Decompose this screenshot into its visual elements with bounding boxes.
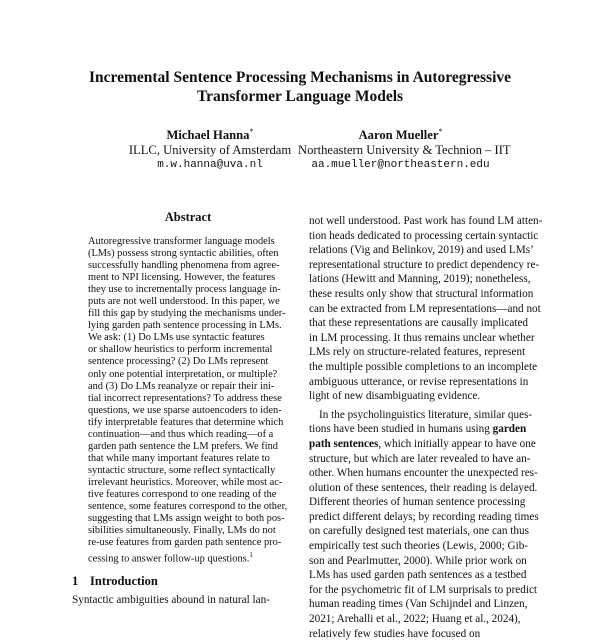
- footnote-mark: 1: [249, 551, 253, 560]
- abstract-line: syntactic structure, some reflect syntactically: [88, 464, 276, 476]
- body-line: structure, but which are later revealed to have an-: [309, 452, 531, 465]
- body-text: tions have been studied in humans using: [309, 423, 493, 436]
- abstract-line: only one potential interpretation, or multiple?: [88, 368, 278, 380]
- abstract-line: sentence, some features correspond to the other,: [88, 501, 288, 513]
- body-line: olution of these sentences, their reading is delayed.: [309, 481, 538, 494]
- body-line: 2021; Arehalli et al., 2022; Huang et al., 2024),: [309, 613, 521, 626]
- author-email[interactable]: m.w.hanna@uva.nl: [157, 159, 263, 172]
- abstract-line: ment to NPI licensing. However, the features: [88, 272, 276, 284]
- abstract-line: questions, we use sparse autoencoders to iden-: [88, 404, 282, 416]
- body-line: relations (Vig and Belinkov, 2019) and used LMs’: [309, 244, 534, 257]
- title-line-2: Transformer Language Models: [196, 88, 404, 105]
- body-line: empirically test such theories (Lewis, 2000; Gib-: [309, 540, 529, 553]
- abstract-line: Autoregressive transformer language models: [88, 236, 275, 247]
- title-line-1: Incremental Sentence Processing Mechanisms in Autoregressive: [88, 69, 512, 86]
- author-affiliation: ILLC, University of Amsterdam: [128, 143, 292, 158]
- body-text: , which initially appear to have one: [378, 437, 536, 450]
- body-line: in LM processing. It thus remains unclear whether: [309, 331, 535, 344]
- body-line: for the psychometric fit of LM surprisals to predict: [309, 583, 538, 596]
- abstract-line: re-use features from garden path sentence pro-: [88, 537, 282, 549]
- body-line: can be extracted from LM representations—and not: [309, 302, 541, 315]
- body-line: predict different delays; by recording reading times: [309, 510, 539, 523]
- abstract-line: successfully handling phenomena from agree-: [88, 260, 280, 272]
- author-email[interactable]: aa.mueller@northeastern.edu: [311, 159, 490, 172]
- body-line: these results only show that structural information: [309, 287, 534, 300]
- abstract-line: they use to incrementally process language in-: [88, 284, 281, 296]
- right-column-text: [309, 214, 543, 640]
- abstract-line: or shallow heuristics to perform incremental: [88, 344, 273, 356]
- author-block-2: [298, 124, 511, 173]
- abstract-line: lying garden path sentence processing in LMs.: [88, 320, 282, 332]
- abstract-heading: Abstract: [164, 210, 212, 224]
- body-line: [309, 422, 541, 437]
- body-line-cut: relatively few studies have focused on: [309, 627, 481, 640]
- body-line: [309, 437, 541, 452]
- abstract-line: puts are not well understood. In this paper, we: [88, 296, 280, 308]
- abstract-line: fill this gap by studying the mechanisms under-: [88, 308, 286, 320]
- author-mark: *: [249, 127, 254, 136]
- author-name: Michael Hanna: [166, 128, 250, 143]
- paper-title: [60, 68, 540, 106]
- abstract-line: garden path sentence the LM prefers. We find: [88, 440, 278, 452]
- abstract-line: (LMs) possess strong syntactic abilities, often: [88, 248, 279, 260]
- abstract-line: tial incorrect representations? To address these: [88, 392, 282, 404]
- body-line: son and Pearlmutter, 2000). While prior work on: [309, 554, 527, 567]
- author-affiliation: Northeastern University & Technion – IIT: [298, 143, 511, 158]
- body-line: lations (Hewitt and Manning, 2019); nonetheless,: [309, 273, 531, 286]
- body-line: the multiple possible completions to an incomplete: [309, 360, 538, 373]
- abstract-line: tify interpretable features that determine which: [88, 416, 284, 428]
- body-line: In the psycholinguistics literature, similar ques-: [319, 408, 533, 421]
- body-line: light of new disambiguating evidence.: [309, 390, 481, 403]
- abstract-line: continuation—and thus which reading—of a: [88, 428, 274, 440]
- term-garden: garden: [492, 423, 527, 436]
- body-line: LMs has used garden path sentences as a testbed: [309, 569, 527, 582]
- abstract-line: sentence processing? (2) Do LMs represent: [88, 356, 269, 368]
- author-name: Aaron Mueller: [358, 128, 439, 143]
- author-mark: *: [438, 127, 443, 136]
- abstract-line: We ask: (1) Do LMs use syntactic features: [88, 332, 265, 344]
- body-line: Different theories of human sentence processing: [309, 496, 526, 509]
- body-line: other. When humans encounter the unexpected res-: [309, 467, 538, 480]
- term-path-sentences: path sentences: [309, 437, 379, 450]
- body-line: LMs rely on structure-related features, represent: [309, 346, 526, 359]
- author-block-1: [125, 124, 295, 173]
- body-line: on carefully designed test materials, one can thus: [309, 525, 529, 538]
- abstract-line: tive features correspond to one reading of the: [88, 488, 277, 500]
- abstract-line: irrelevant heuristics. Moreover, while most ac-: [88, 476, 283, 488]
- body-line: that these representations are causally implicated: [309, 317, 528, 330]
- body-line: ambiguous utterance, or revise representations in: [309, 375, 529, 388]
- body-line: human reading times (Van Schijndel and Linzen,: [309, 598, 528, 611]
- abstract-line: and (3) Do LMs reanalyze or repair their ini-: [88, 380, 275, 392]
- section-title: Introduction: [90, 574, 158, 588]
- abstract-line: that while many important features relate to: [88, 452, 270, 464]
- body-line: tion heads dedicated to processing certain syntactic: [309, 229, 539, 242]
- intro-text-cut: Syntactic ambiguities abound in natural lan-: [72, 594, 270, 606]
- section-number: 1: [72, 574, 79, 588]
- abstract-line: cessing to answer follow-up questions.$^1$: [88, 551, 253, 565]
- body-line: representational structure to predict dependency re-: [309, 258, 540, 271]
- abstract-body: [88, 236, 288, 566]
- section-heading: [72, 574, 158, 589]
- abstract-line: sibilities simultaneously. Finally, LMs do not: [88, 525, 276, 537]
- body-line: not well understood. Past work has found LM atten-: [309, 215, 543, 227]
- abstract-line: suggesting that LMs assign weight to both pos-: [88, 513, 285, 525]
